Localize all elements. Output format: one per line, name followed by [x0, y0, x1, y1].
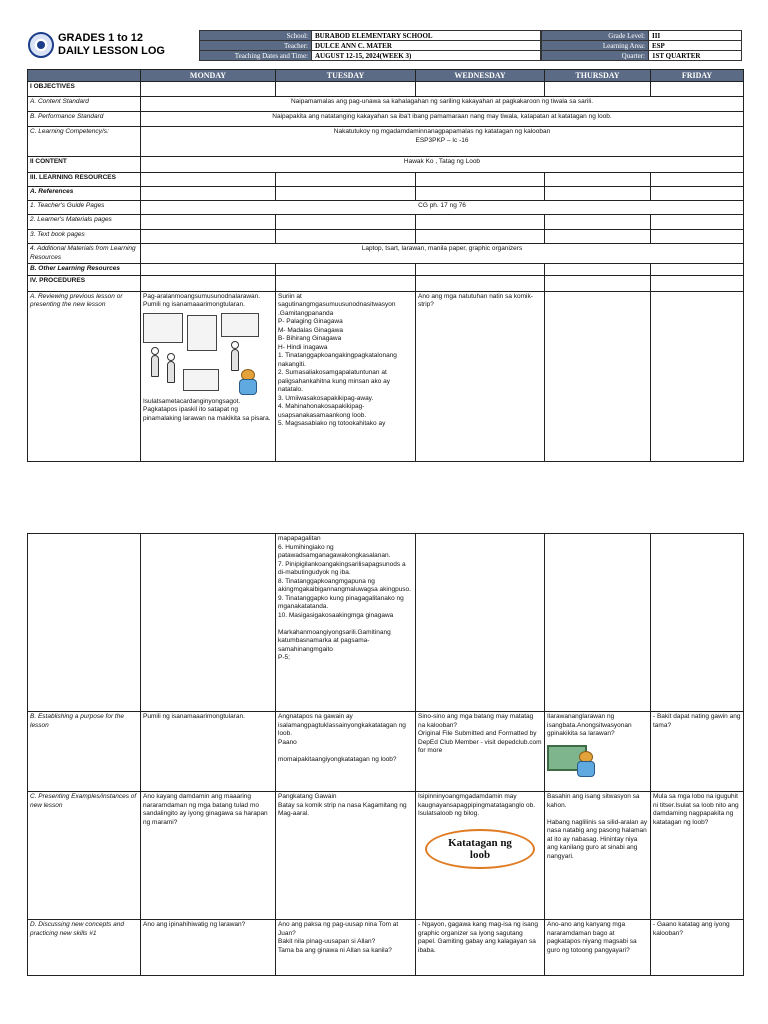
proc-b-friday: - Bakit dapat nating gawin ang tama? [651, 712, 744, 792]
classroom-illustration [143, 313, 261, 395]
day-wednesday: WEDNESDAY [416, 70, 545, 82]
header-info-left: School: BURABOD ELEMENTARY SCHOOL Teacher: DULCE ANN C. MATER Teaching Dates and Time: AUGUST 12-15, 2024(WEEK 3) [199, 30, 541, 61]
header-info-right: Grade Level: III Learning Area: ESP Quarter: 1ST QUARTER [541, 30, 742, 61]
performance-standard-text: Naipapakita ang natatanging kakayahan sa iba't ibang pamamaraan nang may tiwala, katapatan at katatagan ng loob. [141, 112, 744, 127]
proc-a-monday: Pag-aralanmoangsumusunodnalarawan. Pumili ng isanamaaarimongtularan. Isulatsametacardanginyongsagot. Pagkatapos ipaskil ito satapat ng pinamalaking larawan na makikita sa pisara. [141, 291, 276, 461]
teachers-guide-pages: CG ph. 17 ng 76 [141, 201, 744, 215]
child-at-board-illustration [547, 741, 603, 785]
day-header-row [28, 70, 744, 82]
grade-level: III [649, 31, 742, 41]
proc-a-tuesday: Suriin at sagutinangmgasumuusunodnasitwasyon .Gamitangpananda P- Palaging Ginagawa M- Madalas Ginagawa B- Bihirang Ginagawa H- Hindi inagawa 1. Tinatanggapkoangakingpagkatalonang nakangiti. 2. Sumasaliakosamgapalatuntunan at paligsahankahitna kung minsan ako ay natatalo. 3. Umiiwasakosapakikipag-away. 4. Mahinahonakosapakikipag-usapsanakasamaankong loob. 5. Magsasabiako ng totookahitako ay [276, 291, 416, 461]
performance-standard-row: B. Performance Standard Naipapakita ang natatanging kakayahan sa iba't ibang pamamaraan nang may tiwala, katapatan at katatagan ng loob. [28, 112, 744, 127]
proc-a-tuesday-continued: mapapagalitan 6. Humihingiako ng patawadsamganagawakongkasalanan. 7. Pinipigilankoangakingsarilisapagsunods a di-mabutingudyok ng iba. 8. Tinatanggapkoangmgapuna ng akingmgakaibigannangmaluwagsa akingpuso. 9. Tinatanggapko kung pinagagalitanako ng mganakatatanda. 10. Masigasigakosaakingmga ginagawa Markahanmoangiyongsarili.Gamitinang katumbasnamarka at pagsama-samahinangmgaito P-5; [276, 534, 416, 712]
teaching-dates: AUGUST 12-15, 2024(WEEK 3) [312, 51, 541, 61]
content-row: II CONTENT Hawak Ko , Tatag ng Loob [28, 157, 744, 173]
competency-code: ESP3PKP – Ic -16 [415, 136, 469, 144]
proc-d-tuesday: Ano ang paksa ng pag-uusap nina Tom at Juan? Bakit nila pinag-uusapan si Allan? Tama ba ang ginawa ni Allan sa kanila? [276, 920, 416, 976]
learning-resources-row: III. LEARNING RESOURCES [28, 173, 744, 187]
other-resources-row: B. Other Learning Resources [28, 264, 744, 276]
objectives-row: I OBJECTIVES [28, 82, 744, 97]
proc-a-wednesday: Ano ang mga natutuhan natin sa komik-strip? [416, 291, 545, 461]
textbook-row: 3. Text book pages [28, 230, 744, 244]
day-monday: MONDAY [141, 70, 276, 82]
lesson-log-table-page1 [27, 69, 744, 462]
lesson-log-header [28, 30, 742, 60]
learning-area: ESP [649, 41, 742, 51]
graphic-organizer-oval: Katatagan ng loob [425, 829, 535, 869]
proc-d-thursday: Ano-ano ang kanyang mga nararamdaman bago at pagkatapos niyang magsabi sa guro ng totoong pangyayari? [545, 920, 651, 976]
proc-b-wednesday: Sino-sino ang mga batang may matatag na kalooban? Original File Submitted and Formatted by DepEd Club Member - visit depedclub.com for more [416, 712, 545, 792]
proc-b-monday: Pumili ng isanamaaarimongtularan. [141, 712, 276, 792]
additional-materials-row: 4. Additional Materials from Learning Resources Laptop, tsart, larawan, manila paper, graphic organizers [28, 244, 744, 264]
day-friday: FRIDAY [651, 70, 744, 82]
learners-materials-row: 2. Learner's Materials pages [28, 215, 744, 230]
content-standard-row: A. Content Standard Naipamamalas ang pag-unawa sa kahalagahan ng sariling kakayahan at pagkakaroon ng tiwala sa sarili. [28, 97, 744, 112]
proc-d-wednesday: - Ngayon, gagawa kang mag-isa ng isang graphic organizer sa iyong sagutang papel. Gamiting gabay ang kalagayan sa ibaba. [416, 920, 545, 976]
day-thursday: THURSDAY [545, 70, 651, 82]
additional-materials: Laptop, tsart, larawan, manila paper, graphic organizers [141, 244, 744, 264]
proc-c-wednesday: Isipinninyoangmgadamdamin may kaugnayansapagpipingmatataganglo ob. Isulatsaloob ng bilog. Katatagan ng loob [416, 792, 545, 920]
content-standard-text: Naipamamalas ang pag-unawa sa kahalagahan ng sariling kakayahan at pagkakaroon ng tiwala sa sarili. [141, 97, 744, 112]
proc-c-tuesday: Pangkatang Gawain Batay sa komik strip na nasa Kagamitang ng Mag-aaral. [276, 792, 416, 920]
proc-b-tuesday: Angnatapos na gawain ay isalamangpagtuklassainyongkakatatagan ng loob. Paano momaipakitaangiyongkatatagan ng loob? [276, 712, 416, 792]
proc-c-thursday: Basahin ang isang sitwasyon sa kahon. Habang naglilinis sa silid-aralan ay nasa natabig ang pasong halaman at ito ay nabasag. Hinintay niya ang kanilang guro at sinabi ang nangyari. [545, 792, 651, 920]
school-name: BURABOD ELEMENTARY SCHOOL [312, 31, 541, 41]
proc-a-row: A. Reviewing previous lesson or presenting the new lesson Pag-aralanmoangsumusunodnalarawan. Pumili ng isanamaaarimongtularan. Isulatsametacardanginyongsagot. Pagkatapos ipaskil ito satapat ng pinamalaking larawan na makikita sa pisara. Suriin at sagutinangmgasumuusunodnasitwasyon .Gamitangpananda P- Palaging Ginagawa M- Madalas Ginagawa B- Bihirang Ginagawa H- Hindi inagawa 1. Tinatanggapkoangakingpagkatalonang nakangiti. 2. Sumasaliakosamgapalatuntunan at paligsahankahitna kung minsan ako ay natatalo. 3. Umiiwasakosapakikipag-away. 4. Mahinahonakosapakikipag-usapsanakasamaankong loob. 5. Magsasabiako ng totookahitako ay Ano ang mga natutuhan natin sa komik-strip? [28, 291, 744, 461]
proc-d-monday: Ano ang ipinahihiwatig ng larawan? [141, 920, 276, 976]
proc-d-friday: - Gaano katatag ang iyong kalooban? [651, 920, 744, 976]
proc-d-row: D. Discussing new concepts and practicing new skills #1 Ano ang ipinahihiwatig ng larawan? Ano ang paksa ng pag-uusap nina Tom at Juan? Bakit nila pinag-uusapan si Allan? Tama ba ang ginawa ni Allan sa kanila? - Ngayon, gagawa kang mag-isa ng isang graphic organizer sa iyong sagutang papel. Gamiting gabay ang kalagayan sa ibaba. Ano-ano ang kanyang mga nararamdaman bago at pagkatapos niyang magsabi sa guro ng totoong pangyayari? - Gaano katatag ang iyong kalooban? [28, 920, 744, 976]
competency-text: Nakatutukoy ng mgadamdaminnanagpapamalas ng katatagan ng kalooban ESP3PKP – Ic -16 [141, 127, 744, 157]
day-tuesday: TUESDAY [276, 70, 416, 82]
proc-a-continued-row [28, 534, 744, 712]
proc-c-friday: Mula sa mga lobo na iguguhit ni titser.Isulat sa loob nito ang damdaming nagpapakita ng katatagan ng loob? [651, 792, 744, 920]
teachers-guide-row: 1. Teacher's Guide Pages CG ph. 17 ng 76 [28, 201, 744, 215]
proc-b-row: B. Establishing a purpose for the lesson Pumili ng isanamaaarimongtularan. Angnatapos na gawain ay isalamangpagtuklassainyongkakatatagan ng loob. Paano momaipakitaangiyongkatatagan ng loob? Sino-sino ang mga batang may matatag na kalooban? Original File Submitted and Formatted by DepEd Club Member - visit depedclub.com for more Ilarawananglarawan ng isangbata.Anongsitwasyonan gpinakikita sa larawan? - Bakit dapat nating gawin ang tama? [28, 712, 744, 792]
quarter: 1ST QUARTER [649, 51, 742, 61]
lesson-log-table-page2 [27, 533, 744, 976]
references-row: A. References [28, 187, 744, 201]
procedures-row: IV. PROCEDURES [28, 275, 744, 291]
deped-seal-icon [28, 32, 54, 58]
proc-b-thursday: Ilarawananglarawan ng isangbata.Anongsitwasyonan gpinakikita sa larawan? [545, 712, 651, 792]
log-title: GRADES 1 to 12 DAILY LESSON LOG [58, 32, 165, 57]
competency-row: C. Learning Competency/s: Nakatutukoy ng mgadamdaminnanagpapamalas ng katatagan ng kalooban ESP3PKP – Ic -16 [28, 127, 744, 157]
proc-c-monday: Ano kayang damdamin ang maaaring nararamdaman ng mga batang tulad mo sandalingito ay iyong ginagawa sa harapan ng marami? [141, 792, 276, 920]
content-title: Hawak Ko , Tatag ng Loob [141, 157, 744, 173]
teacher-name: DULCE ANN C. MATER [312, 41, 541, 51]
proc-c-row: C. Presenting Examples/instances of new lesson Ano kayang damdamin ang maaaring nararamdaman ng mga batang tulad mo sandalingito ay iyong ginagawa sa harapan ng marami? Pangkatang Gawain Batay sa komik strip na nasa Kagamitang ng Mag-aaral. Isipinninyoangmgadamdamin may kaugnayansapagpipingmatataganglo ob. Isulatsaloob ng bilog. Katatagan ng loob Basahin ang isang sitwasyon sa kahon. Habang naglilinis sa silid-aralan ay nasa natabig ang pasong halaman at ito ay nabasag. Hinintay niya ang kanilang guro at sinabi ang nangyari. Mula sa mga lobo na iguguhit ni titser.Isulat sa loob nito ang damdaming nagpapakita ng katatagan ng loob? [28, 792, 744, 920]
